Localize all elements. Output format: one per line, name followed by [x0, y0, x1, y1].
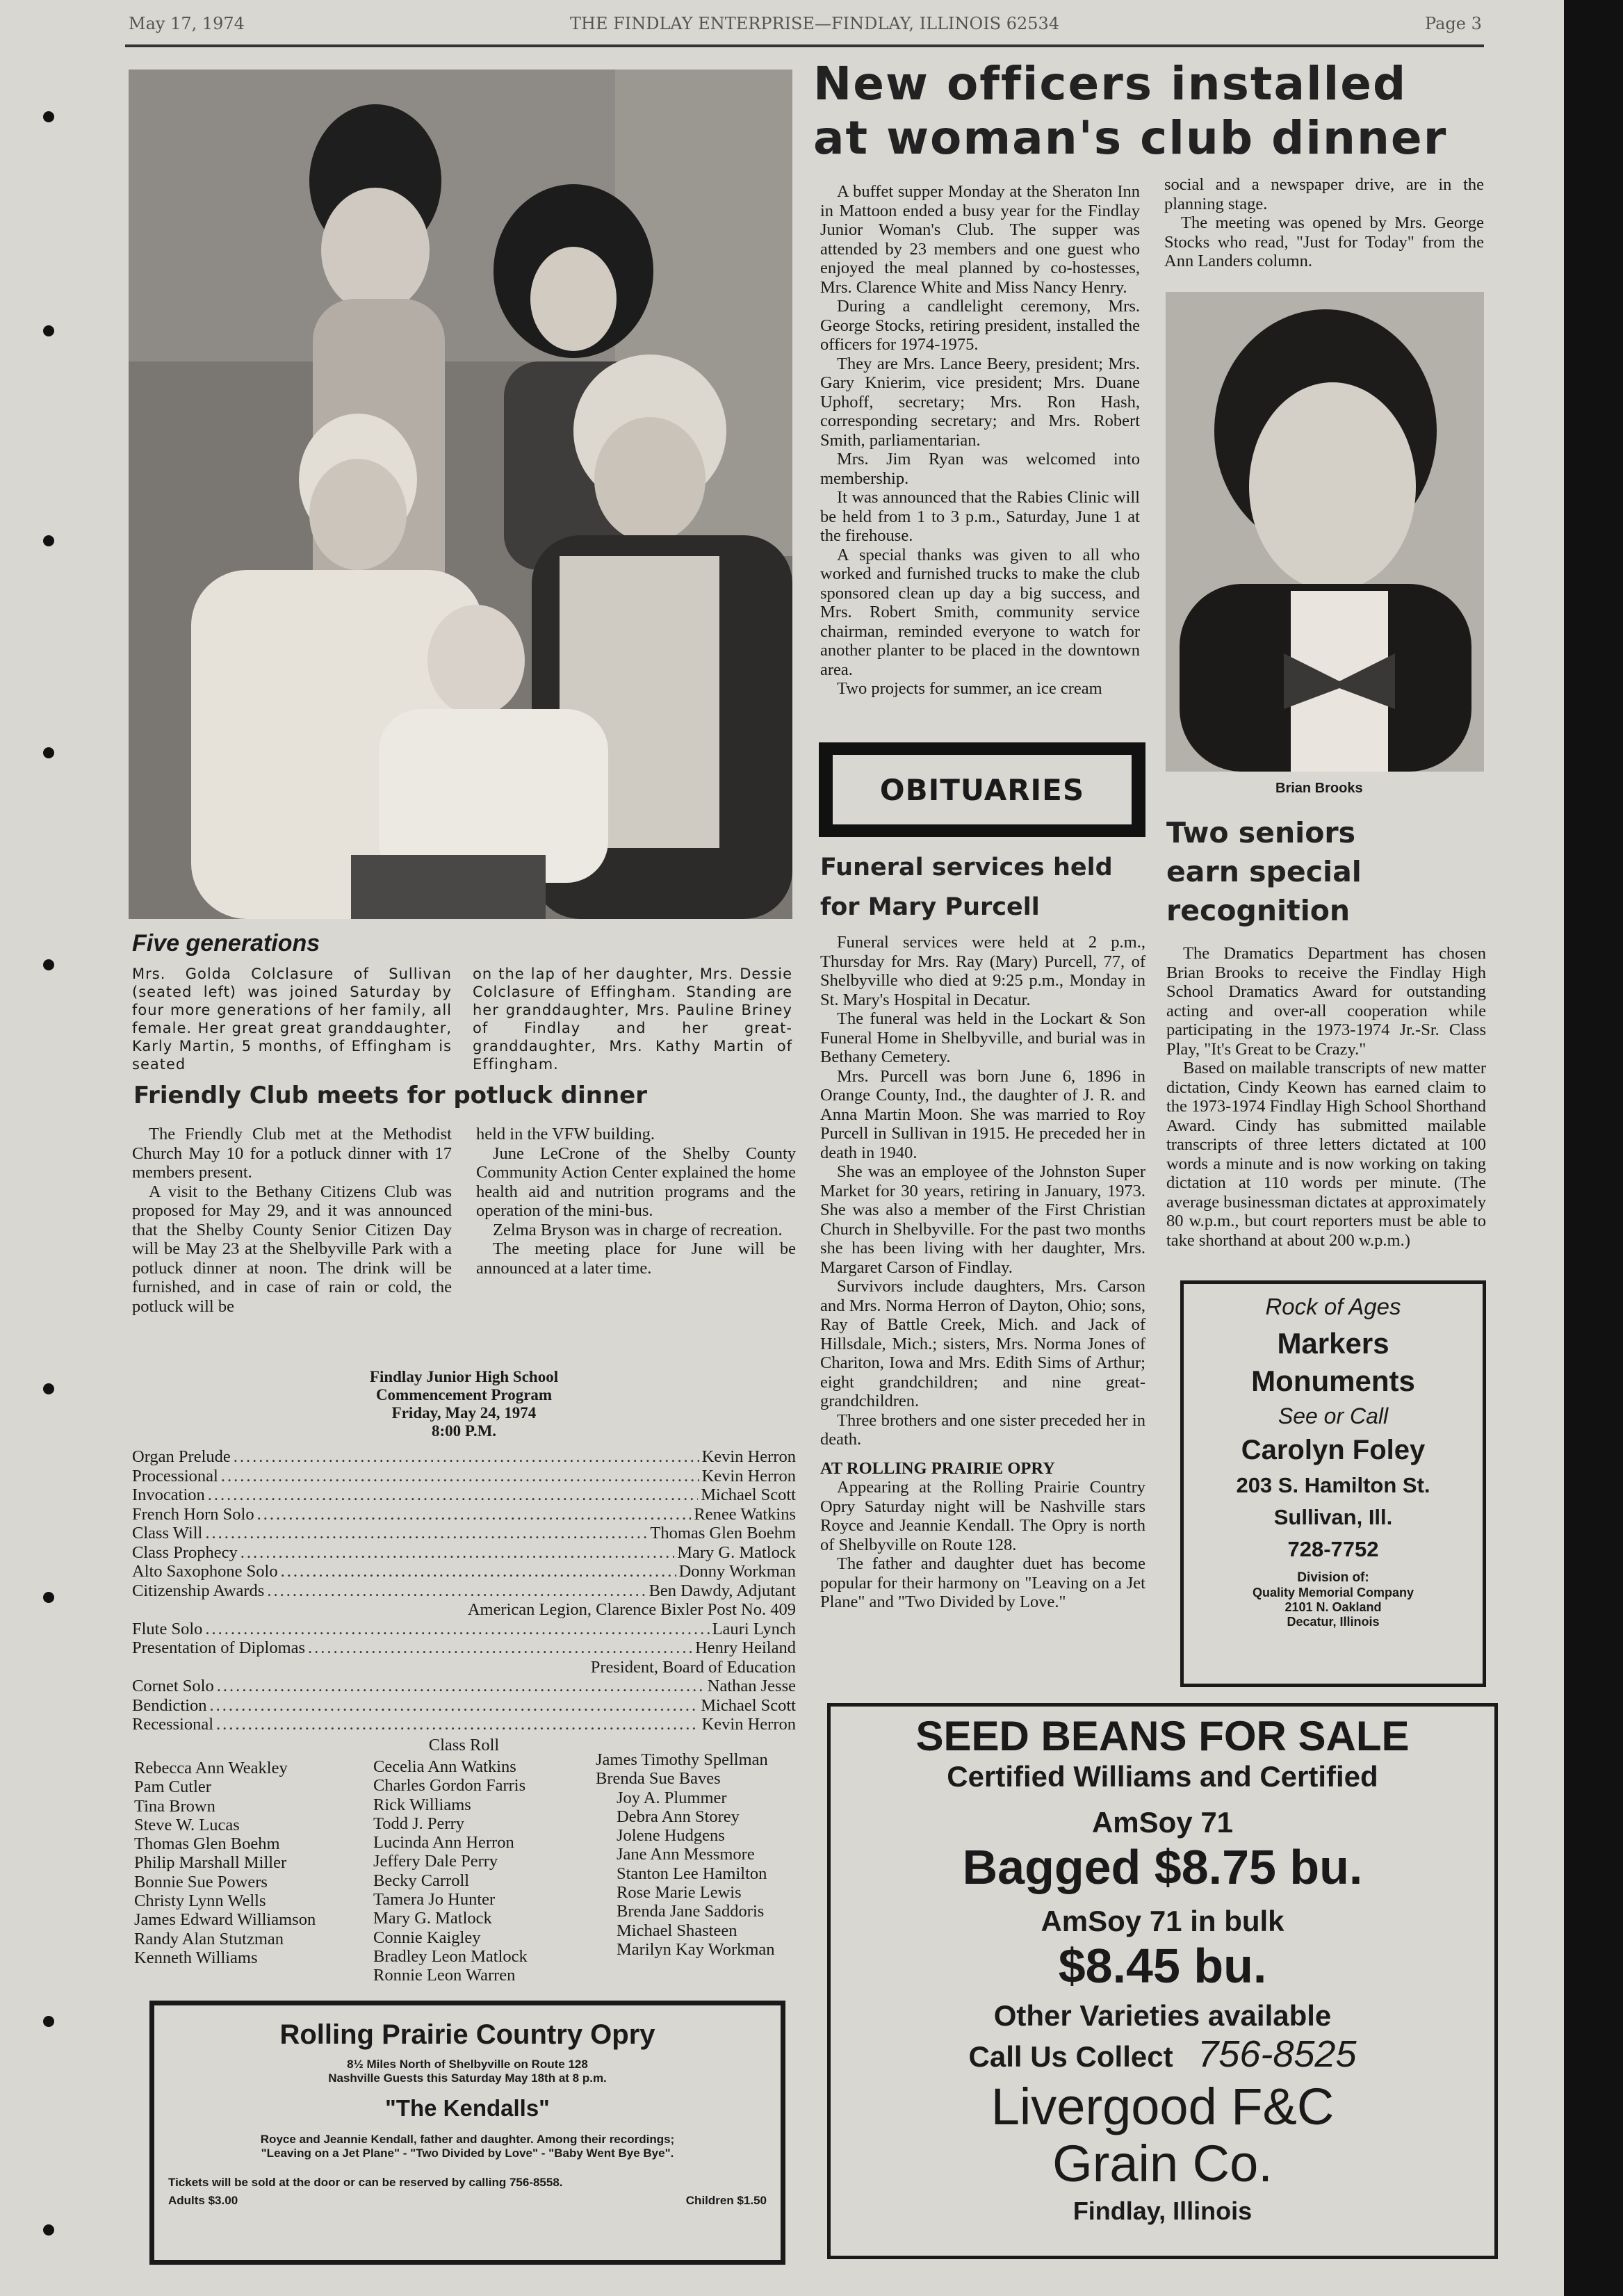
class-roll-name: Becky Carroll: [373, 1871, 470, 1890]
binder-hole: [43, 535, 54, 546]
leader-dots: [205, 1620, 709, 1639]
class-roll-name: Tina Brown: [134, 1796, 215, 1816]
five-generations-caption-col1: Mrs. Golda Colclasure of Sullivan (seated left) was joined Saturday by four more generations of her family, all female. Her great great granddaughter, Karly Martin, 5 months, of Effingham is seated: [132, 966, 452, 1073]
leader-dots: [221, 1467, 699, 1486]
seed-ad-call: [831, 2033, 1494, 2076]
program-item: [132, 1581, 796, 1601]
seed-ad-variety: AmSoy 71: [1091, 1806, 1234, 1839]
binder-hole: [43, 959, 54, 970]
paragraph: Three brothers and one sister preceded her in death.: [820, 1410, 1145, 1449]
program-list: [132, 1447, 796, 1734]
rock-ad-city: Sullivan, Ill.: [1273, 1505, 1393, 1529]
binder-hole: [43, 747, 54, 758]
program-item: [132, 1467, 796, 1486]
rock-ad-company: Quality Memorial Company: [1252, 1586, 1414, 1599]
friendly-club-headline: Friendly Club meets for potluck dinner: [133, 1082, 647, 1109]
class-roll-name: Steve W. Lucas: [134, 1815, 240, 1834]
friendly-club-col1: [132, 1125, 452, 1316]
class-roll-col2: [373, 1757, 603, 1985]
rock-ad-company-city: Decatur, Illinois: [1287, 1615, 1380, 1629]
program-item: [132, 1447, 796, 1467]
program-item-label: Cornet Solo: [132, 1677, 214, 1695]
seed-ad-phone: 756-8525: [1198, 2033, 1357, 2075]
program-item-performer: Donny Workman: [678, 1562, 796, 1581]
class-roll-col1: [134, 1759, 370, 1967]
seniors-headline: [1166, 813, 1486, 930]
program-item: [132, 1524, 796, 1543]
binder-hole: [43, 325, 54, 336]
binder-hole: [43, 2016, 54, 2027]
paragraph: held in the VFW building.: [476, 1125, 655, 1143]
class-roll-name: Debra Ann Storey: [617, 1807, 740, 1826]
paragraph: The meeting place for June will be announced at a later time.: [476, 1239, 796, 1278]
class-roll-name: Cecelia Ann Watkins: [373, 1757, 516, 1776]
seed-ad-company-2: Grain Co.: [1052, 2135, 1273, 2192]
page-number: Page 3: [1425, 14, 1482, 33]
program-group: [132, 1447, 796, 1600]
program-item-label: Alto Saxophone Solo: [132, 1562, 278, 1581]
header-rule: [125, 44, 1484, 47]
class-roll-name: Rick Williams: [373, 1795, 471, 1814]
program-item-performer: Ben Dawdy, Adjutant: [649, 1581, 796, 1600]
scanner-edge: [1564, 0, 1623, 2296]
womans-club-col1: [820, 182, 1140, 699]
leader-dots: [257, 1505, 692, 1524]
program-item-label: Recessional: [132, 1715, 214, 1734]
rock-ad-contact: Carolyn Foley: [1241, 1435, 1426, 1465]
obituaries-banner-label: OBITUARIES: [833, 755, 1132, 824]
program-item-performer: Michael Scott: [701, 1485, 796, 1504]
leader-dots: [267, 1581, 646, 1601]
binder-hole: [43, 111, 54, 122]
class-roll-name: Christy Lynn Wells: [134, 1891, 266, 1911]
opry-ad-act: "The Kendalls": [385, 2095, 550, 2121]
program-item: [132, 1485, 796, 1505]
program-item-label: Class Prophecy: [132, 1542, 238, 1562]
class-roll-name: Thomas Glen Boehm: [134, 1834, 280, 1854]
paragraph: She was an employee of the Johnston Super Market for 30 years, retiring in January, 1973. She was also a member of the First Christian Church in Shelbyville. For the past two months she has been living with her daughter, Mrs. Margaret Carson of Findlay.: [820, 1162, 1145, 1277]
binder-hole: [43, 1592, 54, 1603]
program-item-label: Processional: [132, 1466, 218, 1485]
class-roll-name: Joy A. Plummer: [617, 1788, 727, 1807]
class-roll-name: Kenneth Williams: [134, 1948, 258, 1967]
paragraph: They are Mrs. Lance Beery, president; Mrs. Gary Knierim, vice president; Mrs. Duane Uphoff, secretary; Mrs. Ron Hash, corresponding secretary; and Mrs. Robert Smith, parliamentarian.: [820, 354, 1140, 450]
program-item: [132, 1638, 796, 1658]
paragraph: It was announced that the Rabies Clinic will be held from 1 to 3 p.m., Saturday, June 1 at the firehouse.: [820, 488, 1140, 545]
leader-dots: [208, 1485, 698, 1505]
rock-ad-see-or-call: See or Call: [1278, 1403, 1389, 1428]
paragraph: June LeCrone of the Shelby County Community Action Center explained the home health aid and nutrition programs and the operation of the mini-bus.: [476, 1143, 796, 1220]
class-roll-title: Class Roll: [428, 1736, 500, 1754]
paragraph: Mrs. Purcell was born June 6, 1896 in Orange County, Ind., the daughter of J. R. and Anna Martin Moon. She was married to Roy Purcell in Sullivan in 1915. He preceded her in death in 1940.: [820, 1066, 1145, 1162]
class-roll-name: Mary G. Matlock: [373, 1909, 492, 1928]
paragraph: Funeral services were held at 2 p.m., Thursday for Mrs. Ray (Mary) Purcell, 77, of Shelbyville who died at 9:25 p.m., Monday in St. Mary's Hospital in Decatur.: [820, 933, 1145, 1009]
obituary-article: [820, 933, 1145, 1612]
opry-ad-prices: [154, 2190, 781, 2208]
seed-ad-title: SEED BEANS FOR SALE: [915, 1713, 1410, 1759]
headline-line-1: New officers installed: [813, 57, 1408, 111]
program-item-performer: Michael Scott: [701, 1695, 796, 1715]
program-item-label: French Horn Solo: [132, 1504, 254, 1524]
class-roll-name: Connie Kaigley: [373, 1928, 481, 1947]
paragraph: The Friendly Club met at the Methodist Church May 10 for a potluck dinner with 17 members present.: [132, 1125, 452, 1182]
seed-ad-bulk: AmSoy 71 in bulk: [1041, 1905, 1284, 1937]
leader-dots: [205, 1524, 647, 1543]
brian-brooks-photo: [1166, 292, 1484, 772]
seed-ad-bulk-price: $8.45 bu.: [1058, 1939, 1267, 1993]
program-item: [132, 1505, 796, 1524]
program-item: [132, 1715, 796, 1734]
program-title-line: 8:00 P.M.: [431, 1422, 497, 1440]
program-group: [132, 1677, 796, 1734]
program-item-performer: Lauri Lynch: [712, 1619, 796, 1638]
opry-ad: [149, 2001, 785, 2265]
paragraph: Survivors include daughters, Mrs. Carson and Mrs. Norma Herron of Dayton, Ohio; sons, Ray of Battle Creek, Mich. and Jack of Hillsdale, Mich.; sisters, Mrs. Norma Jones of Chariton, Iowa and Mrs. Edith Sims of Arthur; eight grandchildren; and nine great-grandchildren.: [820, 1277, 1145, 1410]
class-roll-name: Philip Marshall Miller: [134, 1853, 287, 1873]
five-generations-caption-col2: on the lap of her daughter, Mrs. Dessie Colclasure of Effingham. Standing are her granddaughter, Mrs. Pauline Briney of Findlay and her great-granddaughter, Mrs. Kathy Martin of Effingham.: [473, 966, 792, 1073]
seed-ad-company: Livergood F&C: [990, 2078, 1335, 2135]
program-note: [132, 1600, 796, 1620]
class-roll-name: Ronnie Leon Warren: [373, 1966, 516, 1985]
program-item: [132, 1677, 796, 1696]
seed-ad-location: Findlay, Illinois: [1073, 2197, 1253, 2225]
class-roll-name: Rose Marie Lewis: [617, 1883, 742, 1903]
opry-subhead: AT ROLLING PRAIRIE OPRY: [820, 1458, 1055, 1478]
seed-ad-bagged-price: Bagged $8.75 bu.: [962, 1840, 1363, 1894]
program-group: [132, 1620, 796, 1658]
binder-hole: [43, 1383, 54, 1394]
seed-ad-subtitle: Certified Williams and Certified: [947, 1760, 1378, 1793]
program-note: [132, 1658, 796, 1677]
five-generations-title: Five generations: [132, 930, 320, 956]
leader-dots: [210, 1696, 699, 1716]
paragraph: Based on mailable transcripts of new matter dictation, Cindy Keown has earned claim to the 1973-1974 Findlay High School Shorthand Award. Cindy has submitted mailable transcripts of three letters dictated at 100 words a minute and is now working on taking dictation at 110 words per minute. (The average businessman dictates at approximately 80 w.p.m., but court reporters must be able to take shorthand at about 200 w.p.m.): [1166, 1059, 1486, 1250]
paragraph: The father and daughter duet has become popular for their harmony on "Leaving on a Jet Plane" and "Two Divided by Love.": [820, 1554, 1145, 1611]
paragraph: A special thanks was given to all who worked and furnished trucks to make the club sponsored clean up day a big success, and Mrs. Robert Smith, community service chairman, reminded everyone to watch for another planter to be placed in the downtown area.: [820, 545, 1140, 679]
seniors-article: [1166, 944, 1486, 1250]
seed-beans-ad: [827, 1703, 1498, 2259]
program-item-label: Citizenship Awards: [132, 1581, 265, 1600]
program-item-performer: Thomas Glen Boehm: [650, 1524, 796, 1542]
class-roll-col3: [596, 1750, 804, 1959]
headline-line-2: earn special: [1166, 855, 1362, 888]
program-item-performer: Mary G. Matlock: [677, 1542, 796, 1562]
class-roll-name: Bradley Leon Matlock: [373, 1946, 528, 1966]
opry-ad-desc: Royce and Jeannie Kendall, father and daughter. Among their recordings;: [260, 2133, 675, 2146]
opry-ad-date: Nashville Guests this Saturday May 18th at 8 p.m.: [328, 2071, 607, 2085]
paragraph: The funeral was held in the Lockart & Son Funeral Home in Shelbyville, and burial was in Bethany Cemetery.: [820, 1009, 1145, 1066]
photo-illustration: [129, 70, 792, 919]
leader-dots: [216, 1715, 699, 1734]
seed-ad-call-label: Call Us Collect: [968, 2040, 1173, 2073]
rock-ad-company-address: 2101 N. Oakland: [1284, 1600, 1382, 1614]
paragraph: During a candlelight ceremony, Mrs. George Stocks, retiring president, installed the officers for 1974-1975.: [820, 297, 1140, 354]
class-roll-name: James Timothy Spellman: [596, 1750, 768, 1769]
class-roll-name: Marilyn Kay Workman: [617, 1939, 775, 1959]
paragraph: Appearing at the Rolling Prairie Country Opry Saturday night will be Nashville stars Royce and Jeannie Kendall. The Opry is north of Shelbyville on Route 128.: [820, 1478, 1145, 1554]
headline-line-3: recognition: [1166, 894, 1351, 927]
class-roll-name: Randy Alan Stutzman: [134, 1929, 284, 1948]
class-roll-name: Jane Ann Messmore: [617, 1845, 755, 1864]
program-item: [132, 1620, 796, 1639]
program-item: [132, 1696, 796, 1716]
program-item-label: Class Will: [132, 1524, 203, 1542]
paragraph: The Dramatics Department has chosen Brian Brooks to receive the Findlay High School Dramatics Award for outstanding acting and over-all cooperation while participating in the 1973-1974 Jr.-Sr. Class Play, "It's Great to be Crazy.": [1166, 944, 1486, 1059]
headline-line-2: for Mary Purcell: [820, 893, 1040, 921]
seed-ad-other: Other Varieties available: [993, 1999, 1332, 2032]
rock-ad-address: 203 S. Hamilton St.: [1236, 1473, 1430, 1497]
headline-line-1: Funeral services held: [820, 854, 1113, 881]
rock-of-ages-ad: [1180, 1280, 1486, 1687]
womans-club-col2: [1164, 175, 1484, 271]
friendly-club-col2: [476, 1125, 796, 1278]
rock-ad-division: Division of:: [1297, 1570, 1369, 1585]
program-item-performer: Henry Heiland: [695, 1638, 796, 1657]
program-item-performer: Nathan Jesse: [707, 1677, 796, 1695]
class-roll-name: Michael Shasteen: [617, 1921, 737, 1940]
opry-ad-tickets: Tickets will be sold at the door or can be reserved by calling 756-8558.: [168, 2176, 563, 2189]
opry-ad-desc: "Leaving on a Jet Plane" - "Two Divided by Love" - "Baby Went Bye Bye".: [261, 2147, 674, 2160]
program-item-performer: Kevin Herron: [701, 1447, 796, 1466]
rock-ad-phone: 728-7752: [1287, 1537, 1379, 1561]
class-roll-name: Lucinda Ann Herron: [373, 1833, 514, 1853]
program-item-label: Organ Prelude: [132, 1447, 231, 1466]
paragraph: A visit to the Bethany Citizens Club was proposed for May 29, and it was announced that the Shelby County Senior Citizen Day will be May 23 at the Shelbyville Park with a potluck dinner at noon. The drink will be furnished, and in case of rain or cold, the potluck will be: [132, 1182, 452, 1316]
class-roll-name: Bonnie Sue Powers: [134, 1872, 268, 1891]
program-item: [132, 1562, 796, 1581]
masthead: THE FINDLAY ENTERPRISE—FINDLAY, ILLINOIS 62534: [570, 14, 1060, 33]
five-generations-photo: [129, 70, 792, 919]
class-roll-name: Jolene Hudgens: [617, 1826, 725, 1846]
paragraph: The meeting was opened by Mrs. George Stocks who read, "Just for Today" from the Ann Landers column.: [1164, 213, 1484, 270]
class-roll-name: Tamera Jo Hunter: [373, 1890, 496, 1910]
opry-ad-location: 8½ Miles North of Shelbyville on Route 128: [347, 2058, 588, 2071]
class-roll-name: Brenda Sue Baves: [596, 1769, 721, 1789]
program-title-line: Friday, May 24, 1974: [391, 1404, 537, 1422]
class-roll-name: Pam Cutler: [134, 1777, 211, 1797]
paragraph: Zelma Bryson was in charge of recreation.: [493, 1220, 783, 1239]
program-item-label: Flute Solo: [132, 1619, 203, 1638]
class-roll-name: Stanton Lee Hamilton: [617, 1864, 767, 1883]
board-text: President, Board of Education: [590, 1657, 796, 1677]
obituaries-banner: [819, 742, 1145, 837]
headline-line-2: at woman's club dinner: [813, 111, 1448, 165]
leader-dots: [281, 1562, 676, 1581]
class-roll-name: James Edward Williamson: [134, 1910, 316, 1930]
headline-line-1: Two seniors: [1166, 816, 1356, 849]
paragraph: Mrs. Jim Ryan was welcomed into membership.: [820, 450, 1140, 488]
class-roll-name: Todd J. Perry: [373, 1814, 464, 1833]
portrait-illustration: [1166, 292, 1484, 772]
program-item-performer: Kevin Herron: [701, 1715, 796, 1734]
program-item-label: Invocation: [132, 1485, 205, 1504]
program-item-performer: Renee Watkins: [694, 1504, 796, 1524]
program-item-performer: Kevin Herron: [701, 1466, 796, 1485]
program-item: [132, 1543, 796, 1563]
paragraph: A buffet supper Monday at the Sheraton Inn in Mattoon ended a busy year for the Findlay Junior Woman's Club. The supper was attended by 23 members and one guest who enjoyed the meal planned by co-hostesses, Mrs. Clarence White and Miss Nancy Henry.: [820, 182, 1140, 297]
womans-club-headline: [813, 57, 1494, 165]
program-title-line: Findlay Junior High School: [369, 1368, 559, 1385]
class-roll-name: Rebecca Ann Weakley: [134, 1759, 288, 1777]
brian-brooks-caption: Brian Brooks: [1275, 781, 1363, 796]
program-item-label: Presentation of Diplomas: [132, 1638, 306, 1657]
paragraph: Two projects for summer, an ice cream: [837, 679, 1102, 698]
program-title: [132, 1368, 796, 1440]
child-price: Children $1.50: [685, 2194, 767, 2207]
issue-date: May 17, 1974: [129, 14, 245, 33]
rock-ad-monuments: Monuments: [1251, 1365, 1415, 1397]
rock-ad-brand: Rock of Ages: [1265, 1294, 1401, 1319]
class-roll-name: Jeffery Dale Perry: [373, 1852, 498, 1871]
class-roll-name: Charles Gordon Farris: [373, 1776, 526, 1796]
class-roll-name: Brenda Jane Saddoris: [617, 1902, 765, 1921]
leader-dots: [240, 1543, 674, 1563]
leader-dots: [234, 1447, 699, 1467]
rock-ad-markers: Markers: [1277, 1327, 1389, 1360]
binder-hole: [43, 2224, 54, 2236]
legion-text: American Legion, Clarence Bixler Post No. 409: [467, 1600, 796, 1619]
program-title-line: Commencement Program: [375, 1386, 553, 1403]
paragraph: social and a newspaper drive, are in the planning stage.: [1164, 175, 1484, 213]
leader-dots: [308, 1638, 692, 1658]
leader-dots: [217, 1677, 705, 1696]
program-item-label: Bendiction: [132, 1695, 207, 1715]
opry-ad-title: Rolling Prairie Country Opry: [279, 2019, 655, 2050]
adult-price: Adults $3.00: [168, 2194, 238, 2207]
obituary-headline: [820, 848, 1113, 927]
